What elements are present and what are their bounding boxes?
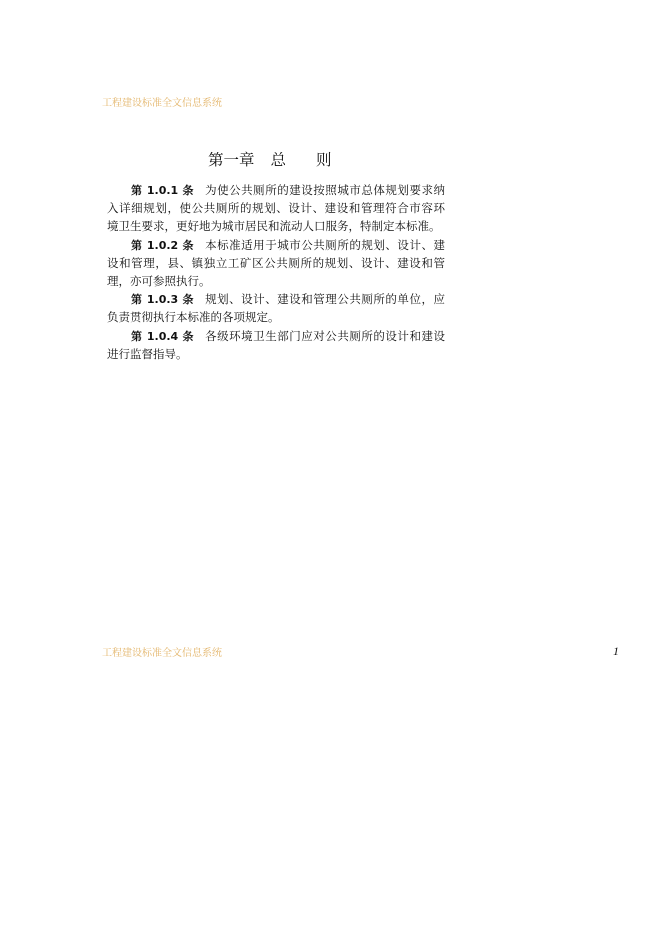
chapter-title-part1: 总 xyxy=(270,151,287,169)
footer-watermark: 工程建设标准全文信息系统 xyxy=(102,648,222,659)
article-line: 负责贯彻执行本标准的各项规定。 xyxy=(107,310,280,325)
article-line: 理，亦可参照执行。 xyxy=(107,273,211,288)
article-label: 第 1.0.1 条 xyxy=(131,184,195,197)
article-text: 本标准适用于城市公共厕所的规划、设计、建 xyxy=(205,237,446,252)
article-1-0-3 xyxy=(107,290,445,326)
article-text: 为使公共厕所的建设按照城市总体规划要求纳 xyxy=(205,183,446,197)
article-line: 设和管理，县、镇独立工矿区公共厕所的规划、设计、建设和管 xyxy=(107,255,445,270)
chapter-title-part2: 则 xyxy=(316,151,332,169)
chapter-title xyxy=(208,151,332,169)
page-number: 1 xyxy=(613,644,619,658)
article-line: 入详细规划，使公共厕所的规划、设计、建设和管理符合市容环 xyxy=(107,201,445,216)
article-line xyxy=(107,290,445,308)
article-text: 各级环境卫生部门应对公共厕所的设计和建设 xyxy=(205,328,446,343)
article-label: 第 1.0.3 条 xyxy=(131,293,195,307)
article-line: 进行监督指导。 xyxy=(107,346,188,361)
article-label: 第 1.0.2 条 xyxy=(131,238,195,252)
article-line xyxy=(107,181,445,199)
header-watermark: 工程建设标准全文信息系统 xyxy=(102,98,222,109)
article-label: 第 1.0.4 条 xyxy=(131,329,195,343)
article-1-0-4 xyxy=(107,327,445,363)
chapter-body xyxy=(107,181,445,363)
article-line xyxy=(107,236,445,254)
chapter-label: 第一章 xyxy=(208,151,255,169)
article-line xyxy=(107,327,445,345)
article-1-0-1 xyxy=(107,181,445,236)
article-text: 规划、设计、建设和管理公共厕所的单位，应 xyxy=(205,292,446,307)
article-line: 境卫生要求，更好地为城市居民和流动人口服务，特制定本标准。 xyxy=(107,219,441,234)
article-1-0-2 xyxy=(107,236,445,291)
